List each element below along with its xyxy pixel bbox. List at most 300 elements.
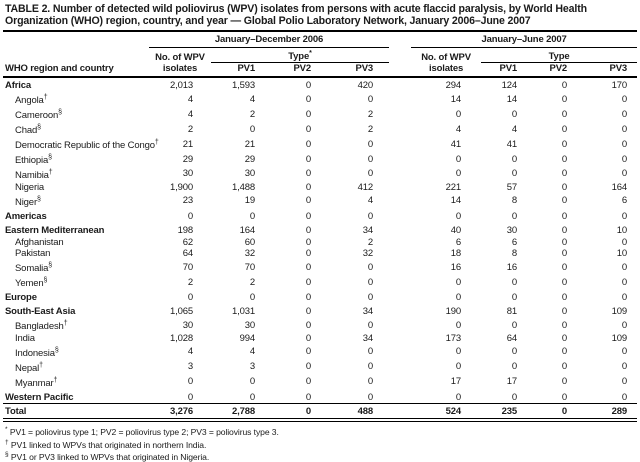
cell-value: 0 — [535, 404, 585, 419]
cell-value: 30 — [182, 168, 193, 180]
cell-value: 0 — [305, 306, 311, 318]
table-row — [3, 404, 637, 419]
cell-value: 235 — [481, 404, 535, 419]
cell-value: 2 — [187, 123, 193, 135]
cell-value: 0 — [511, 153, 518, 165]
table-row — [3, 332, 637, 344]
group-header-2007: January–June 2007 — [411, 31, 637, 47]
cell-value: 0 — [305, 236, 311, 248]
row-label: Nepal† — [15, 361, 43, 374]
cell-value: 0 — [367, 319, 374, 331]
cell-value: 0 — [621, 123, 628, 135]
cell-value: 2 — [367, 236, 374, 248]
cell-value: 0 — [455, 319, 462, 331]
cell-value: 0 — [561, 361, 568, 373]
cell-value: 221 — [445, 181, 462, 193]
cell-value: 0 — [455, 153, 462, 165]
cell-value: 17 — [450, 376, 462, 388]
table-row — [3, 248, 637, 260]
cell-value: 0 — [561, 108, 568, 120]
footnote-marker: § — [36, 195, 41, 203]
cell-value: 0 — [187, 210, 193, 222]
cell-value: 0 — [511, 168, 518, 180]
column-gap — [389, 404, 411, 419]
pv2-header-2006: PV2 — [273, 63, 329, 77]
cell-value: 0 — [305, 153, 311, 165]
cell-value: 14 — [506, 93, 518, 105]
cell-value: 0 — [511, 319, 518, 331]
cell-value: 0 — [561, 376, 568, 388]
footnote-marker: § — [54, 346, 59, 354]
cell-value: 0 — [305, 123, 311, 135]
cell-value: 0 — [305, 108, 311, 120]
cell-value: 0 — [455, 276, 462, 288]
table-row — [3, 107, 637, 122]
table-row — [3, 304, 637, 318]
column-gap — [389, 374, 411, 389]
row-label: Angola† — [15, 94, 48, 107]
cell-value: 0 — [511, 361, 518, 373]
cell-value: 488 — [329, 404, 389, 419]
cell-value: 41 — [450, 138, 462, 150]
footnote-marker: † — [154, 139, 159, 147]
cell-value: 32 — [362, 248, 374, 260]
column-gap — [389, 275, 411, 290]
column-gap — [389, 31, 411, 77]
cell-value: 57 — [506, 181, 518, 193]
cell-value: 0 — [561, 168, 568, 180]
cell-value: 0 — [305, 391, 311, 403]
row-label: Chad§ — [15, 124, 42, 137]
cell-value: 0 — [621, 93, 628, 105]
cell-value: 40 — [450, 224, 462, 236]
table-row — [3, 167, 637, 182]
cell-value: 109 — [611, 332, 628, 344]
cell-value: 0 — [561, 93, 568, 105]
cell-value: 0 — [511, 391, 518, 403]
cell-value: 4 — [187, 93, 193, 105]
cell-value: 0 — [561, 292, 568, 304]
cell-value: 0 — [511, 210, 518, 222]
isolates-header-2006: No. of WPV isolates — [149, 47, 211, 77]
cell-value: 0 — [367, 261, 374, 273]
cell-value: 6 — [511, 236, 518, 248]
table-title-line1: TABLE 2. Number of detected wild poliovirus (WPV) isolates from persons with acute flaccid paralysis, by World Health — [5, 3, 587, 15]
cell-value: 8 — [511, 248, 518, 260]
row-label: Namibia† — [15, 168, 53, 182]
column-gap — [389, 359, 411, 374]
cell-value: 0 — [367, 292, 374, 304]
table-row — [3, 181, 637, 193]
cell-value: 0 — [367, 376, 374, 388]
cell-value: 34 — [362, 306, 374, 318]
cell-value: 0 — [621, 210, 628, 222]
column-gap — [389, 167, 411, 182]
row-label: Total — [3, 404, 149, 419]
table-body — [3, 77, 637, 419]
row-label: Nigeria — [15, 181, 45, 193]
cell-value: 32 — [244, 248, 255, 260]
cell-value: 0 — [621, 361, 628, 373]
cell-value: 0 — [455, 108, 462, 120]
column-gap — [389, 122, 411, 137]
cell-value: 0 — [621, 108, 628, 120]
cell-value: 0 — [305, 181, 311, 193]
table-row — [3, 77, 637, 92]
cell-value: 0 — [249, 391, 255, 403]
table-row — [3, 137, 637, 152]
cell-value: 16 — [450, 261, 462, 273]
column-gap — [389, 290, 411, 304]
cell-value: 0 — [455, 168, 462, 180]
row-label: Pakistan — [15, 248, 51, 260]
cell-value: 21 — [182, 138, 193, 150]
cell-value: 0 — [367, 361, 374, 373]
cell-value: 0 — [367, 138, 374, 150]
cell-value: 1,028 — [169, 332, 193, 344]
cell-value: 0 — [621, 292, 628, 304]
cell-value: 0 — [455, 361, 462, 373]
column-gap — [389, 107, 411, 122]
footnote-marker: § — [43, 277, 48, 285]
cell-value: 81 — [506, 306, 518, 318]
cell-value: 0 — [561, 80, 568, 92]
cell-value: 0 — [621, 261, 628, 273]
cell-value: 29 — [182, 153, 193, 165]
cell-value: 0 — [561, 210, 568, 222]
cell-value: 23 — [182, 195, 193, 207]
cell-value: 190 — [445, 306, 462, 318]
footnote-marker: † — [39, 361, 43, 369]
cell-value: 0 — [305, 138, 311, 150]
cell-value: 0 — [367, 346, 374, 358]
cell-value: 0 — [305, 195, 311, 207]
cell-value: 0 — [561, 276, 568, 288]
table-row — [3, 222, 637, 236]
cell-value: 2 — [367, 108, 374, 120]
cell-value: 0 — [305, 346, 311, 358]
cell-value: 0 — [561, 181, 568, 193]
corner-header: WHO region and country — [3, 31, 149, 77]
footnote-marker: † — [43, 94, 48, 102]
table-row — [3, 318, 637, 333]
cell-value: 10 — [616, 224, 628, 236]
table-bottom-double-rule — [3, 421, 637, 422]
row-label: Niger§ — [15, 195, 41, 208]
cell-value: 173 — [445, 332, 462, 344]
column-gap — [389, 222, 411, 236]
cell-value: 0 — [621, 391, 628, 403]
cell-value: 30 — [244, 168, 255, 180]
column-gap — [389, 260, 411, 275]
cell-value: 170 — [611, 80, 628, 92]
cell-value: 0 — [305, 248, 311, 260]
isolates-header-2007: No. of WPV isolates — [411, 47, 481, 77]
cell-value: 0 — [561, 391, 568, 403]
cell-value: 0 — [561, 248, 568, 260]
cell-value: 0 — [187, 391, 193, 403]
footnotes — [3, 425, 637, 462]
cell-value: 0 — [249, 210, 255, 222]
table-row — [3, 208, 637, 222]
cell-value: 4 — [249, 93, 255, 105]
column-gap — [389, 332, 411, 344]
row-label: Afghanistan — [15, 236, 64, 248]
cell-value: 19 — [244, 195, 255, 207]
row-label: Bangladesh† — [15, 319, 68, 333]
cell-value: 0 — [621, 319, 628, 331]
cell-value: 4 — [187, 346, 193, 358]
row-label: Indonesia§ — [15, 346, 59, 359]
column-gap — [389, 77, 411, 92]
cell-value: 17 — [506, 376, 518, 388]
cell-value: 1,593 — [231, 80, 255, 92]
table-title-line2: Organization (WHO) region, country, and year — Global Polio Laboratory Network, January 2006–June 2007 — [5, 14, 531, 27]
cell-value: 524 — [411, 404, 481, 419]
cell-value: 109 — [611, 306, 628, 318]
cell-value: 2,013 — [169, 80, 193, 92]
cell-value: 8 — [511, 195, 518, 207]
table-row — [3, 152, 637, 167]
cell-value: 6 — [621, 195, 628, 207]
type-header-2006: Type* — [211, 47, 389, 63]
cell-value: 0 — [621, 346, 628, 358]
cell-value: 0 — [305, 168, 311, 180]
cell-value: 0 — [561, 332, 568, 344]
cell-value: 0 — [621, 168, 628, 180]
cell-value: 0 — [273, 404, 329, 419]
row-label: Somalia§ — [15, 262, 53, 275]
cell-value: 0 — [367, 391, 374, 403]
footnote: § PV1 or PV3 linked to WPVs that originated in Nigeria. — [5, 450, 210, 462]
cell-value: 0 — [187, 292, 193, 304]
cell-value: 0 — [367, 210, 374, 222]
cell-value: 0 — [305, 261, 311, 273]
cell-value: 10 — [616, 248, 628, 260]
pv1-header-2006: PV1 — [211, 63, 273, 77]
cell-value: 0 — [367, 93, 374, 105]
cell-value: 1,900 — [169, 181, 193, 193]
cell-value: 70 — [244, 261, 255, 273]
type-footnote-marker: * — [309, 49, 312, 57]
cell-value: 0 — [305, 332, 311, 344]
cell-value: 164 — [239, 224, 255, 236]
cell-value: 4 — [367, 195, 374, 207]
cell-value: 0 — [455, 346, 462, 358]
cell-value: 2 — [187, 276, 193, 288]
cell-value: 0 — [305, 93, 311, 105]
cell-value: 0 — [561, 224, 568, 236]
cell-value: 4 — [455, 123, 462, 135]
cell-value: 0 — [511, 108, 518, 120]
row-label: Cameroon§ — [15, 109, 63, 122]
cell-value: 6 — [455, 236, 462, 248]
column-gap — [389, 304, 411, 318]
cell-value: 4 — [511, 123, 518, 135]
table-row — [3, 290, 637, 304]
cell-value: 0 — [621, 138, 628, 150]
cell-value: 2 — [249, 276, 255, 288]
cell-value: 0 — [621, 153, 628, 165]
cell-value: 0 — [367, 168, 374, 180]
footnote: † PV1 linked to WPVs that originated in northern India. — [5, 438, 207, 450]
cell-value: 30 — [506, 224, 518, 236]
cell-value: 0 — [305, 319, 311, 331]
cell-value: 64 — [182, 248, 193, 260]
column-gap — [389, 236, 411, 248]
cell-value: 0 — [305, 210, 311, 222]
cell-value: 0 — [561, 195, 568, 207]
cell-value: 16 — [506, 261, 518, 273]
cell-value: 2 — [249, 108, 255, 120]
row-label: Eastern Mediterranean — [5, 224, 105, 236]
row-label: Yemen§ — [15, 277, 48, 290]
column-gap — [389, 193, 411, 208]
pv3-header-2007: PV3 — [585, 63, 637, 77]
footnote-marker: † — [48, 168, 53, 176]
footnote-marker: † — [53, 376, 58, 384]
column-gap — [389, 181, 411, 193]
cell-value: 70 — [182, 261, 193, 273]
cell-value: 420 — [357, 80, 374, 92]
cell-value: 34 — [362, 332, 374, 344]
row-label: Myanmar† — [15, 376, 58, 389]
cell-value: 2 — [367, 123, 374, 135]
table-row — [3, 374, 637, 389]
cell-value: 21 — [244, 138, 255, 150]
row-label: Western Pacific — [5, 391, 74, 403]
row-label: Europe — [5, 292, 37, 304]
pv3-header-2006: PV3 — [329, 63, 389, 77]
cell-value: 0 — [561, 319, 568, 331]
column-gap — [389, 248, 411, 260]
footnote-marker: § — [48, 153, 53, 161]
group-header-2006: January–December 2006 — [149, 31, 389, 47]
cell-value: 3,276 — [149, 404, 211, 419]
column-gap — [389, 92, 411, 107]
cell-value: 34 — [362, 224, 374, 236]
row-label: India — [15, 332, 35, 344]
cell-value: 0 — [249, 292, 255, 304]
cell-value: 0 — [561, 261, 568, 273]
cell-value: 294 — [445, 80, 462, 92]
pv2-header-2007: PV2 — [535, 63, 585, 77]
cell-value: 41 — [506, 138, 518, 150]
table-row — [3, 344, 637, 359]
cell-value: 2,788 — [211, 404, 273, 419]
cell-value: 0 — [511, 292, 518, 304]
cell-value: 60 — [244, 236, 255, 248]
cell-value: 412 — [357, 181, 374, 193]
cell-value: 0 — [305, 276, 311, 288]
table-row — [3, 92, 637, 107]
column-gap — [389, 137, 411, 152]
cell-value: 0 — [621, 236, 628, 248]
footnote-marker: † — [5, 438, 9, 446]
table-row — [3, 275, 637, 290]
footnote-marker: § — [5, 450, 9, 458]
cell-value: 0 — [249, 376, 255, 388]
cell-value: 3 — [187, 361, 193, 373]
cell-value: 198 — [177, 224, 193, 236]
table-row — [3, 260, 637, 275]
cell-value: 4 — [187, 108, 193, 120]
cell-value: 18 — [450, 248, 462, 260]
cell-value: 0 — [249, 123, 255, 135]
pv1-header-2007: PV1 — [481, 63, 535, 77]
cell-value: 30 — [244, 319, 255, 331]
cell-value: 29 — [244, 153, 255, 165]
footnote: * PV1 = poliovirus type 1; PV2 = poliovirus type 2; PV3 = poliovirus type 3. — [5, 426, 279, 438]
column-gap — [389, 208, 411, 222]
cell-value: 0 — [561, 138, 568, 150]
cell-value: 0 — [511, 276, 518, 288]
table-row — [3, 193, 637, 208]
cell-value: 0 — [511, 346, 518, 358]
row-label: Ethiopia§ — [15, 153, 53, 167]
cell-value: 289 — [585, 404, 637, 419]
table-row — [3, 236, 637, 248]
footnote-marker: * — [5, 426, 8, 434]
column-gap — [389, 344, 411, 359]
cell-value: 0 — [367, 276, 374, 288]
cell-value: 124 — [501, 80, 518, 92]
cell-value: 0 — [621, 376, 628, 388]
row-label: Americas — [5, 210, 47, 222]
cell-value: 64 — [506, 332, 518, 344]
cell-value: 3 — [249, 361, 255, 373]
table-title — [3, 4, 637, 27]
column-gap — [389, 152, 411, 167]
cell-value: 0 — [455, 210, 462, 222]
cell-value: 994 — [239, 332, 255, 344]
cell-value: 0 — [561, 306, 568, 318]
cell-value: 1,031 — [231, 306, 255, 318]
cell-value: 0 — [561, 346, 568, 358]
cell-value: 0 — [561, 123, 568, 135]
cell-value: 4 — [249, 346, 255, 358]
cell-value: 30 — [182, 319, 193, 331]
cell-value: 62 — [182, 236, 193, 248]
cell-value: 0 — [455, 391, 462, 403]
cell-value: 0 — [305, 224, 311, 236]
row-label: Africa — [5, 80, 32, 92]
footnote-marker: § — [58, 109, 63, 117]
wpv-isolates-table — [3, 30, 637, 419]
cell-value: 0 — [305, 376, 311, 388]
cell-value: 0 — [305, 292, 311, 304]
table-row — [3, 122, 637, 137]
cell-value: 164 — [611, 181, 628, 193]
row-label: Democratic Republic of the Congo† — [15, 139, 159, 152]
cell-value: 0 — [561, 153, 568, 165]
table-header — [3, 31, 637, 77]
cell-value: 0 — [305, 361, 311, 373]
type-header-2007: Type — [481, 47, 637, 63]
cell-value: 0 — [367, 153, 374, 165]
footnote-marker: § — [48, 262, 53, 270]
footnote-marker: † — [63, 319, 68, 327]
row-label: South-East Asia — [5, 306, 76, 318]
table-row — [3, 389, 637, 403]
cell-value: 0 — [561, 236, 568, 248]
cell-value: 1,065 — [169, 306, 193, 318]
footnote-marker: § — [37, 124, 42, 132]
table-row — [3, 359, 637, 374]
column-gap — [389, 389, 411, 403]
cell-value: 14 — [450, 195, 462, 207]
cell-value: 0 — [305, 80, 311, 92]
